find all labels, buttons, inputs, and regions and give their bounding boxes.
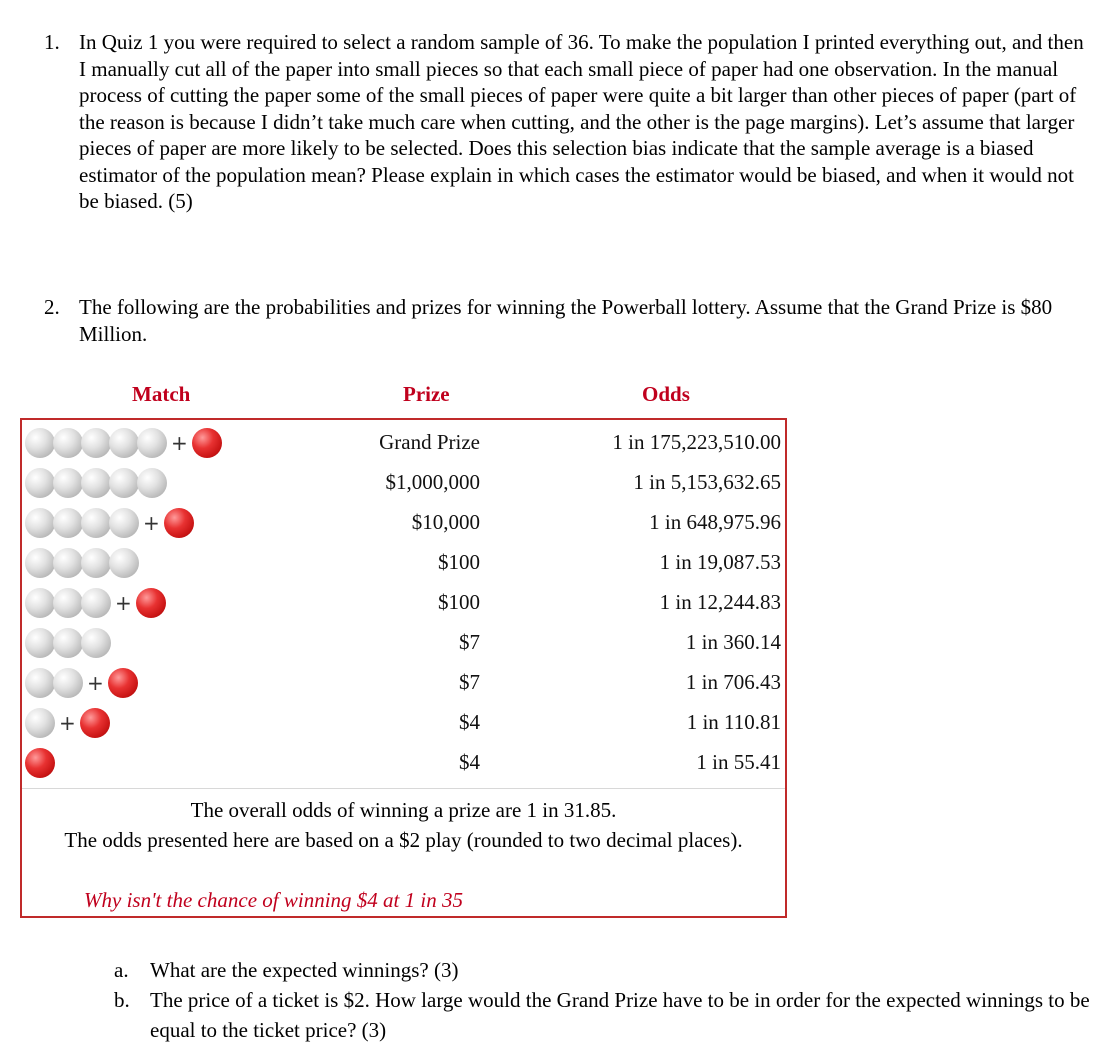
table-row: [22, 503, 785, 543]
white-ball-icon: [53, 628, 83, 658]
white-ball-icon: [137, 428, 167, 458]
white-ball-icon: [25, 508, 55, 538]
match-balls: [25, 668, 136, 698]
odds-cell: 1 in 110.81: [686, 710, 781, 734]
white-ball-icon: [53, 668, 83, 698]
white-ball-icon: [25, 548, 55, 578]
match-balls: [25, 508, 192, 538]
prize-cell: $100: [438, 590, 480, 614]
prize-cell: Grand Prize: [379, 430, 480, 454]
plus-icon: +: [87, 671, 104, 695]
white-ball-icon: [109, 508, 139, 538]
table-row: [22, 423, 785, 463]
odds-cell: 1 in 19,087.53: [659, 550, 781, 574]
white-ball-icon: [53, 508, 83, 538]
white-ball-icon: [53, 468, 83, 498]
table-row: [22, 743, 785, 783]
prize-cell: $10,000: [411, 510, 480, 534]
white-ball-icon: [25, 588, 55, 618]
subquestion-b-text: The price of a ticket is $2. How large would the Grand Prize have to be in order for the expected winnings to be equal to the ticket price? (3): [150, 988, 1090, 1042]
question-1: [44, 29, 1094, 215]
white-ball-icon: [25, 708, 55, 738]
odds-cell: 1 in 360.14: [685, 630, 781, 654]
table-row: [22, 703, 785, 743]
plus-icon: +: [143, 511, 160, 535]
red-powerball-icon: [80, 708, 110, 738]
white-ball-icon: [81, 428, 111, 458]
match-balls: [25, 748, 53, 778]
subquestion-a-text: What are the expected winnings? (3): [150, 958, 459, 982]
odds-cell: 1 in 12,244.83: [659, 590, 781, 614]
table-row: [22, 623, 785, 663]
odds-note-text: The odds presented here are based on a $2 play (rounded to two decimal places).: [64, 828, 743, 852]
subquestion-a-label: a.: [114, 958, 129, 982]
red-powerball-icon: [192, 428, 222, 458]
match-balls: [25, 548, 137, 578]
white-ball-icon: [25, 468, 55, 498]
white-ball-icon: [81, 468, 111, 498]
red-powerball-icon: [136, 588, 166, 618]
column-header-match: Match: [132, 382, 191, 406]
white-ball-icon: [81, 508, 111, 538]
subquestion-b: [114, 985, 1094, 1045]
prize-cell: $4: [459, 710, 480, 734]
match-balls: [25, 468, 165, 498]
prize-cell: $7: [459, 630, 480, 654]
match-balls: [25, 708, 108, 738]
red-powerball-icon: [25, 748, 55, 778]
why-4-dollar-link[interactable]: Why isn't the chance of winning $4 at 1 in 35: [84, 888, 463, 912]
white-ball-icon: [25, 668, 55, 698]
prize-cell: $4: [459, 750, 480, 774]
column-header-prize: Prize: [403, 382, 450, 406]
white-ball-icon: [109, 428, 139, 458]
odds-cell: 1 in 175,223,510.00: [612, 430, 781, 454]
powerball-odds-table: [20, 418, 787, 918]
odds-cell: 1 in 55.41: [696, 750, 781, 774]
question-1-number: 1.: [44, 30, 60, 54]
white-ball-icon: [81, 548, 111, 578]
match-balls: [25, 628, 109, 658]
white-ball-icon: [109, 468, 139, 498]
subquestion-b-label: b.: [114, 988, 130, 1012]
match-balls: [25, 428, 220, 458]
table-row: [22, 463, 785, 503]
white-ball-icon: [137, 468, 167, 498]
prize-cell: $7: [459, 670, 480, 694]
odds-cell: 1 in 5,153,632.65: [633, 470, 781, 494]
odds-cell: 1 in 706.43: [685, 670, 781, 694]
odds-cell: 1 in 648,975.96: [649, 510, 781, 534]
overall-odds-text: The overall odds of winning a prize are 1 in 31.85.: [190, 798, 617, 822]
table-row: [22, 663, 785, 703]
question-1-text: In Quiz 1 you were required to select a random sample of 36. To make the population I printed everything out, and then I manually cut all of the paper into small pieces so that each small piece of paper had one observation. In the manual process of cutting the paper some of the small pieces of paper were quite a bit larger than other pieces of paper (part of the reason is because I didn’t take much care when cutting, and the other is the page margins). Let’s assume that larger pieces of paper are more likely to be selected. Does this selection bias indicate that the sample average is a biased estimator of the population mean? Please explain in which cases the estimator would be biased, and when it would not be biased. (5): [79, 30, 1084, 213]
red-powerball-icon: [164, 508, 194, 538]
prize-cell: $1,000,000: [385, 470, 480, 494]
question-2: [44, 294, 1094, 347]
prize-cell: $100: [438, 550, 480, 574]
plus-icon: +: [59, 711, 76, 735]
white-ball-icon: [109, 548, 139, 578]
column-header-odds: Odds: [642, 382, 690, 406]
white-ball-icon: [25, 428, 55, 458]
white-ball-icon: [53, 428, 83, 458]
white-ball-icon: [53, 588, 83, 618]
table-row: [22, 543, 785, 583]
question-2-number: 2.: [44, 295, 60, 319]
white-ball-icon: [81, 628, 111, 658]
plus-icon: +: [115, 591, 132, 615]
match-balls: [25, 588, 164, 618]
white-ball-icon: [25, 628, 55, 658]
table-row: [22, 583, 785, 623]
red-powerball-icon: [108, 668, 138, 698]
question-2-text: The following are the probabilities and prizes for winning the Powerball lottery. Assume that the Grand Prize is $80 Million.: [79, 295, 1053, 346]
table-divider: [22, 788, 785, 789]
white-ball-icon: [53, 548, 83, 578]
white-ball-icon: [81, 588, 111, 618]
subquestion-a: [114, 955, 1094, 985]
plus-icon: +: [171, 431, 188, 455]
